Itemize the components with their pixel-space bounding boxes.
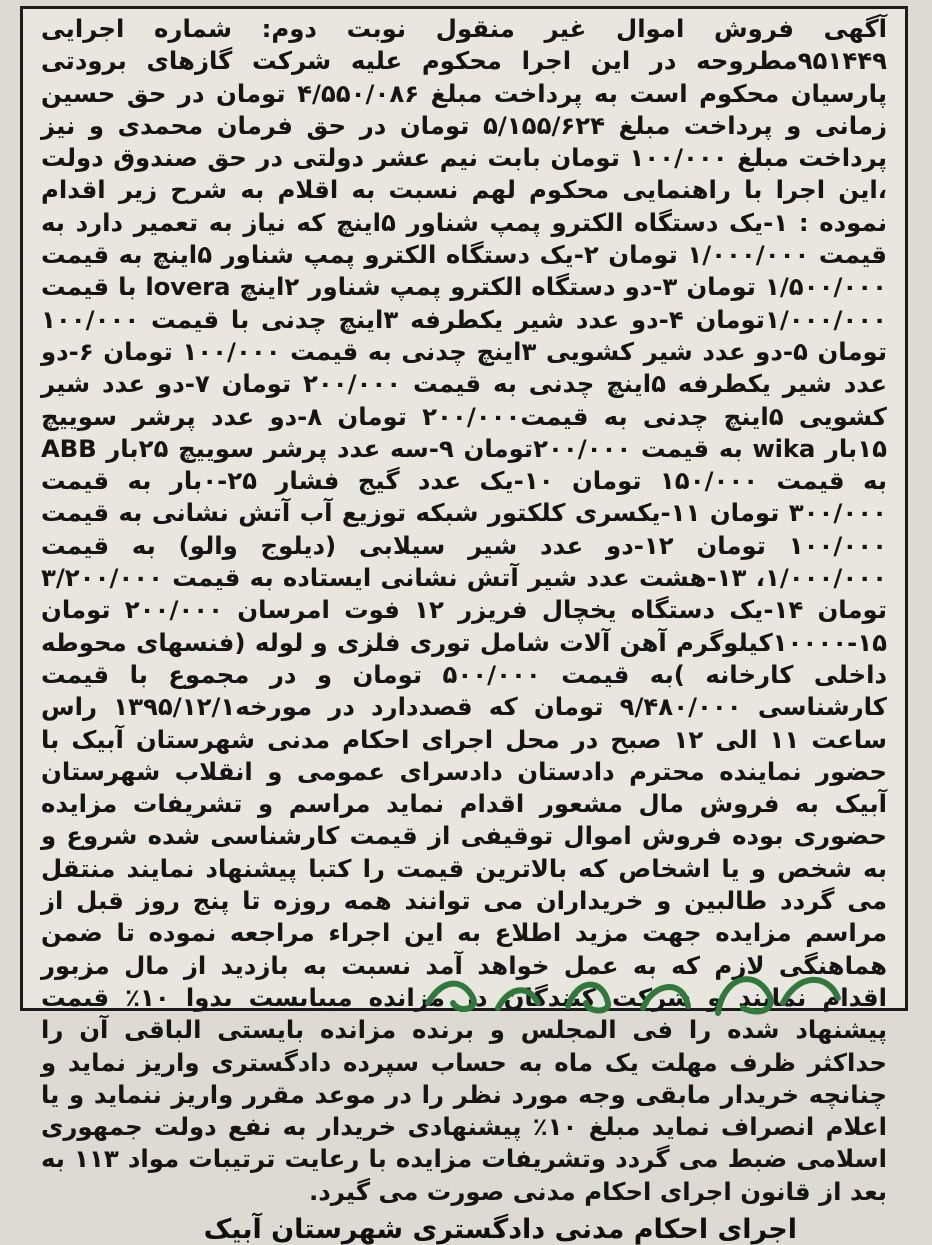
legal-notice: [20, 6, 908, 1245]
notice-body: آگهی فروش اموال غیر منقول نوبت دوم: شماره اجرایی ۹۵۱۴۴۹مطروحه در این اجرا محکوم علیه شرکت گازهای برودتی پارسیان محکوم است به پرداخت مبلغ ۴/۵۵۰/۰۸۶ تومان در حق حسین زمانی و پرداخت مبلغ ۵/۱۵۵/۶۲۴ تومان در حق فرمان محمدی و نیز پرداخت مبلغ ۱۰۰/۰۰۰ تومان بابت نیم عشر دولتی در حق صندوق دولت ،این اجرا با راهنمایی محکوم لهم نسبت به اقلام به شرح زیر اقدام نموده : ۱-یک دستگاه الکترو پمپ شناور ۵اینچ که نیاز به تعمیر دارد به قیمت ۱/۰۰۰/۰۰۰ تومان ۲-یک دستگاه الکترو پمپ شناور ۵اینچ به قیمت ۱/۵۰۰/۰۰۰ تومان ۳-دو دستگاه الکترو پمپ شناور ۲اینچ lovera با قیمت ۱/۰۰۰/۰۰۰تومان ۴-دو عدد شیر یکطرفه ۳اینچ چدنی با قیمت ۱۰۰/۰۰۰ تومان ۵-دو عدد شیر کشویی ۳اینچ چدنی به قیمت ۱۰۰/۰۰۰ تومان ۶-دو عدد شیر یکطرفه ۵اینچ چدنی به قیمت ۲۰۰/۰۰۰ تومان ۷-دو عدد شیر کشویی ۵اینچ چدنی به قیمت۲۰۰/۰۰۰ تومان ۸-دو عدد پرشر سوییچ ۱۵بار wika به قیمت ۲۰۰/۰۰۰تومان ۹-سه عدد پرشر سوییچ ۲۵بار ABB به قیمت ۱۵۰/۰۰۰ تومان ۱۰-یک عدد گیج فشار ۲۵-۰بار به قیمت ۳۰۰/۰۰۰ تومان ۱۱-یکسری کلکتور شبکه توزیع آب آتش نشانی به قیمت ۱۰۰/۰۰۰ تومان ۱۲-دو عدد شیر سیلابی (دیلوج والو) به قیمت ۱/۰۰۰/۰۰۰، ۱۳-هشت عدد شیر آتش نشانی ایستاده به قیمت ۳/۲۰۰/۰۰۰ تومان ۱۴-یک دستگاه یخچال فریزر ۱۲ فوت امرسان ۲۰۰/۰۰۰ تومان ۱۵-۱۰۰۰۰کیلوگرم آهن آلات شامل توری فلزی و لوله (فنسهای محوطه داخلی کارخانه )به قیمت ۵۰۰/۰۰۰ تومان و در مجموع با قیمت کارشناسی ۹/۴۸۰/۰۰۰ تومان که قصددارد در مورخه۱۳۹۵/۱۲/۱ راس ساعت ۱۱ الی ۱۲ صبح در محل اجرای احکام مدنی شهرستان آبیک با حضور نماینده محترم دادستان دادسرای عمومی و انقلاب شهرستان آبیک به فروش مال مشعور اقدام نماید مراسم و تشریفات مزایده حضوری بوده فروش اموال توقیفی از قیمت کارشناسی شده شروع و به شخص و یا اشخاص که بالاترین قیمت را کتبا پیشنهاد نمایند منتقل می گردد طالبین و خریداران می توانند همه روزه تا پنج روز قبل از مراسم مزایده جهت مزید اطلاع به این اجراء مراجعه نموده تا ضمن هماهنگی لازم که به عمل خواهد آمد نسبت به بازدید از مال مزبور اقدام نمایند و شرکت کنندگان در مزانده میبایست بدوا ۱۰٪ قیمت پیشنهاد شده را فی المجلس و برنده مزانده بایستی الباقی آن را حداکثر ظرف مهلت یک ماه به حساب سپرده دادگستری واریز نماید و چنانچه خریدار مابقی وجه مورد نظر را در موعد مقرر واریز ننماید و یا اعلام انصراف نماید مبلغ ۱۰٪ پیشنهادی خریدار به نفع دولت جمهوری اسلامی ضبط می گردد وتشریفات مزایده با رعایت ترتیبات مواد ۱۱۳ به بعد از قانون اجرای احکام مدنی صورت می گیرد.: [41, 14, 888, 1206]
notice-signature: اجرای احکام مدنی دادگستری شهرستان آبیک: [203, 1213, 797, 1245]
handwritten-signature-icon: [418, 958, 848, 1018]
